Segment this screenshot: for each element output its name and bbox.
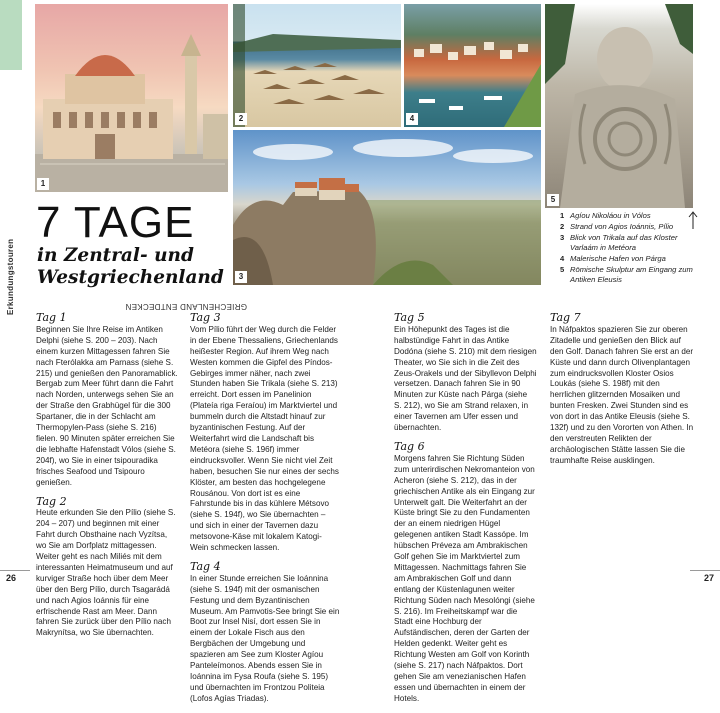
photo-number-3: 3 [235,271,247,283]
page-number-left: 26 [6,573,17,583]
footer-rule-left [0,570,30,571]
church-illustration [35,4,228,192]
day-4-heading: Tag 4 [190,559,221,573]
day-7-heading: Tag 7 [550,311,581,324]
day-2-heading: Tag 2 [36,494,67,508]
side-chapter: Erkundungstouren [6,238,15,315]
text-column-1 [36,313,179,647]
day-4-text: In einer Stunde erreichen Sie Ioánnina (siehe S. 194f) mit der osmanischen Festung und dem Byzantinischen Museum. Am Pamvotis-See bringt Sie ein Boot zur Insel Nisí, dort essen Sie in einem der Lokale Fisch aus den Bergbächen der Umgebung und spazieren am See zum Kloster Agíou Panteleímonos. Abends essen Sie in Ioánnina im Fysa Roufa (siehe S. 195) und übernachten im Frontzou Politeia (Lofos Agías Triadas). [190,573,340,703]
meteora-illustration [233,130,541,285]
photo-number-2: 2 [235,113,247,125]
beach-illustration [233,4,401,127]
day-1-text: Beginnen Sie Ihre Reise im Antiken Delphi (siehe S. 200 – 203). Nach einem kurzen Mittagessen fahren Sie nach Fterólakka am Parnass (siehe S. 215) und genießen den Panoramablick. Bergab zum Meer führt dann die Fahrt nach Norden, unterwegs sehen Sie an der Straße den Grabhügel für die 300 Spartaner, die in der Schlacht am Thermopylen-Pass (siehe S. 216) fielen. 90 Minuten später erreichen Sie die lebhafte Hafenstadt Vólos (siehe S. 204f), wo Sie in einer tsipouradika frisches Seafood und Tsipouro genießen. [36,324,178,487]
page-number-right: 27 [703,573,714,583]
caption-4 [560,254,700,264]
caption-5 [560,265,700,285]
page-subtitle: in Zentral- und Westgriechenland [37,245,224,288]
day-7-text: In Náfpaktos spazieren Sie zur oberen Zitadelle und genießen den Blick auf den Golf. Danach fahren Sie erst an der Küste und dann durch Olivenplantagen zum eindrucksvollen Kloster Osios Loukás (siehe S. 198f) mit den herrlichen glitzernden Mosaiken und bunten Fresken. Zwei Stunden sind es von dort in das Antike Eleusis (siehe S. 132f) und zu den Vororten von Athen. In den verstreuten Relikten der archäologischen Stätte lassen Sie die traumhafte Reise ausklingen. [550,324,694,465]
caption-3 [560,233,700,253]
photo-beach-pilio [233,4,401,127]
day-3-text: Vom Pílio führt der Weg durch die Felder in der Ebene Thessaliens, Griechenlands heißester Region. Auf ihrem Weg nach Westen kommen die Gipfel des Píndos-Gebirges immer näher, nach zwei Stunden haben Sie Trikala (siehe S. 213) erreicht. Dort essen im Panelinion (Plateía riga Feraíou) im Marktviertel und bummeln durch die Altstadt hinauf zur byzantinischen Festung. Auf der Weiterfahrt wird die Landschaft bis Metéora (siehe S. 196f) immer eindrucksvoller. Wenn Sie nicht viel Zeit haben, besuchen Sie nur eines der sechs Klöster, am besten das hochgelegene Rousánou. Von dort ist es eine Fahrstunde bis in das kühlere Métsovo (siehe S. 194f), wo Sie übernachten – und sich in einer der Tavernen dazu metsovone-Käse mit lokalem Katogi-Wein schmecken lassen. [190,324,339,553]
text-column-3 [394,313,537,713]
photo-meteora [233,130,541,285]
day-3-heading: Tag 3 [190,311,221,324]
photo-caption-list [560,211,700,286]
page-title: 7 TAGE [36,198,195,247]
footer-rule-right [690,570,720,571]
text-column-2 [190,313,340,713]
text-column-4 [550,313,695,475]
day-6-heading: Tag 6 [394,439,425,453]
harbour-illustration [404,4,541,127]
photo-number-5: 5 [547,194,559,206]
caption-2 [560,222,700,232]
caption-1-text: Agíou Nikoláou in Vólos [570,211,651,220]
section-color-tab [0,0,22,70]
caption-5-text: Römische Skulptur am Eingang zum Antiken Eleusis [570,265,693,284]
day-5-text: Ein Höhepunkt des Tages ist die halbstündige Fahrt in das Antike Dodóna (siehe S. 210) mit dem riesigen Theater, wo Sie sich in die Zeit des Zeus-Orakels und der Sibyllevon Delphi versetzen. Danach fahren Sie in 90 Minuten zur Küste nach Párga (siehe S. 212), wo Sie am Strand relaxen, in einer Tavernen am Ufer essen und übernachten. [394,324,537,433]
day-2-text: Heute erkunden Sie den Pílio (siehe S. 204 – 207) und beginnen mit einer Fahrt durch Obsthaine nach Vyzítsa, wo Sie am Dorfplatz mittagessen. Weiter geht es nach Miliés mit dem interessanten Heimatmuseum und auf kurviger Straße hoch über dem Meer über den Berg Pílio, durch Tsagarádá und nach Agios Ioánnis für eine erfrischende Rast am Meer. Dann fahren Sie zurück über den Pílio nach Makrynítsa, wo Sie übernachten. [36,508,176,638]
caption-4-text: Malerische Hafen von Párga [570,254,666,263]
caption-4-num: 4 [560,254,565,263]
photo-number-1: 1 [37,178,49,190]
caption-5-num: 5 [560,265,565,274]
caption-2-text: Strand von Agios Ioánnis, Pílio [570,222,674,231]
day-1-heading: Tag 1 [36,311,67,324]
caption-3-num: 3 [560,233,565,242]
caption-3-text: Blick von Trikala auf das Kloster Varlaám in Metéora [570,233,678,252]
photo-harbour-parga [404,4,541,127]
day-5-heading: Tag 5 [394,311,425,324]
photo-church-volos [35,4,228,192]
side-section: GRIECHENLAND ENTDECKEN [125,302,247,311]
caption-2-num: 2 [560,222,565,231]
caption-1 [560,211,700,221]
day-6-text: Morgens fahren Sie Richtung Süden zum unterirdischen Nekromanteion von Acheron (siehe S. 212), das in der griechischen Antike als ein Eingang zur Unterwelt galt. Die Weiterfahrt an der Küste bringt Sie zu den Fundamenten der an einem niedrigen Hügel gelegenen antiken Stadt Kassópe. Im hübschen Préveza am Ambrakischen Golf gehen Sie im Marktviertel zum Mittagessen. Nachmittags fahren Sie am Ambrakischen Golf und dann entlang der Küstenlagunen weiter Richtung Süden nach Mesolóngi (siehe S. 216). Im Freiheitskampf war die Stadt eine Hochburg der Aufständischen, deren der Garten der Helden gedenkt. Weiter geht es Richtung Westen am Golf von Korinth (siehe S. 217) nach Náfpaktos. Dort gehen Sie am venezianischen Hafen essen und übernachten in einem der Hotels. [394,453,535,703]
arrow-up-icon [688,210,698,230]
photo-roman-sculpture [545,4,693,208]
photo-number-4: 4 [406,113,418,125]
caption-1-num: 1 [560,211,565,220]
sculpture-illustration [545,4,693,208]
